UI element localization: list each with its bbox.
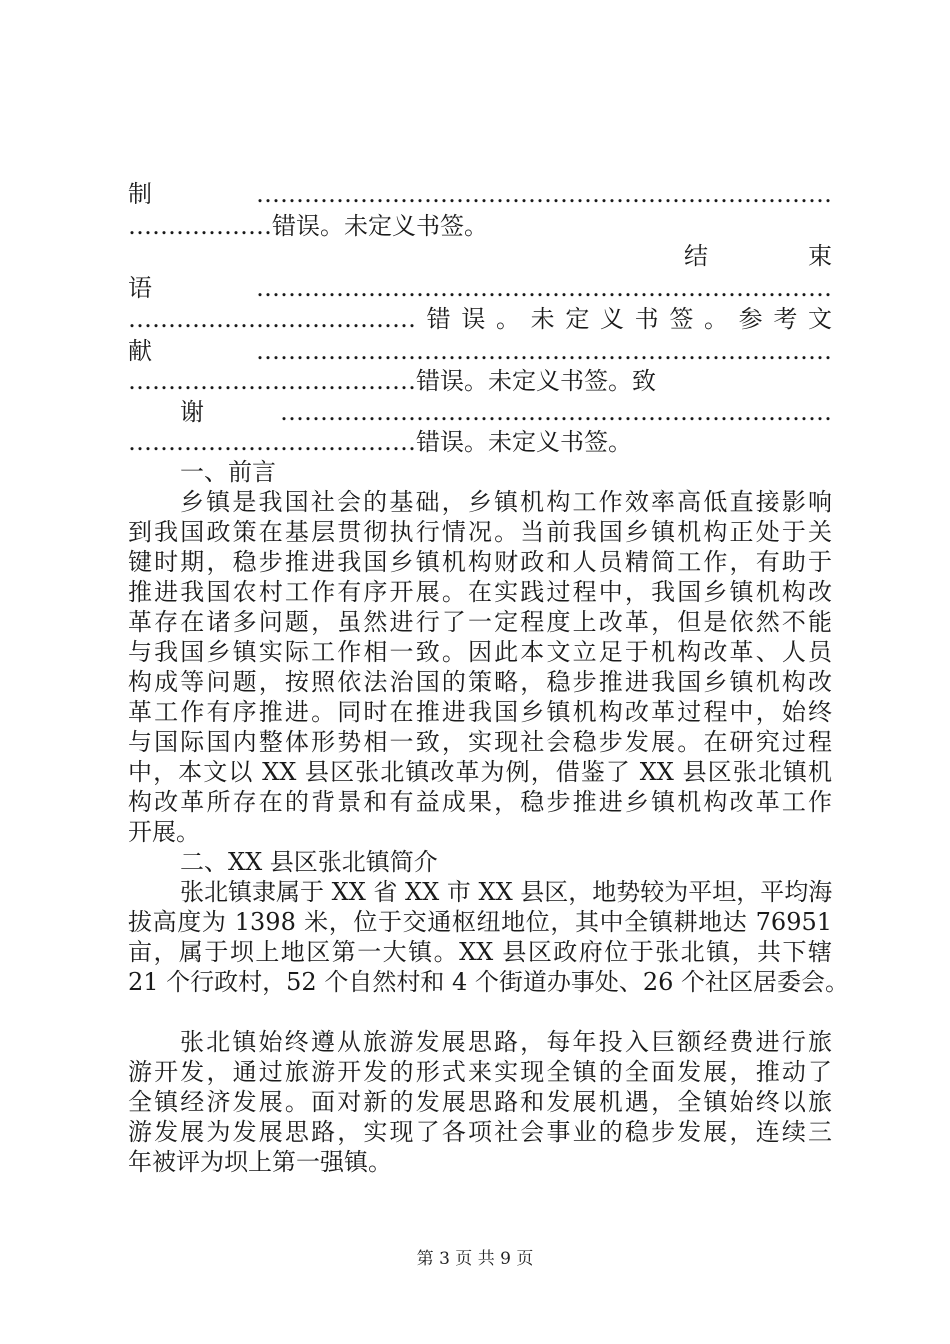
paragraph-line: 年被评为坝上第一强镇。	[128, 1148, 392, 1176]
paragraph-line: 游开发，通过旅游开发的形式来实现全镇的全面发展，推动了	[128, 1058, 832, 1086]
paragraph-line: 键时期，稳步推进我国乡镇机构财政和人员精简工作，有助于	[128, 548, 832, 576]
toc-line: ………………………………错误。未定义书签。	[128, 428, 632, 456]
toc-line: 结 束	[684, 242, 832, 270]
paragraph-line: 与我国乡镇实际工作相一致。因此本文立足于机构改革、人员	[128, 638, 832, 666]
paragraph-line: 亩，属于坝上地区第一大镇。XX 县区政府位于张北镇，共下辖	[128, 938, 832, 966]
paragraph-line: 21 个行政村，52 个自然村和 4 个街道办事处、26 个社区居委会。	[128, 968, 850, 996]
toc-line: 谢……………………………………………………………	[180, 398, 832, 426]
paragraph-line: 与国际国内整体形势相一致，实现社会稳步发展。在研究过程	[128, 728, 832, 756]
paragraph-line: 全镇经济发展。面对新的发展思路和发展机遇，全镇始终以旅	[128, 1088, 832, 1116]
paragraph-line: 张北镇隶属于 XX 省 XX 市 XX 县区，地势较为平坦，平均海	[180, 878, 832, 906]
paragraph-line: 中，本文以 XX 县区张北镇改革为例，借鉴了 XX 县区张北镇机	[128, 758, 832, 786]
paragraph-line: 开展。	[128, 818, 200, 846]
toc-line: ………………错误。未定义书签。	[128, 212, 488, 240]
paragraph-line: 拔高度为 1398 米，位于交通枢纽地位，其中全镇耕地达 76951	[128, 908, 832, 936]
paragraph-line: 乡镇是我国社会的基础，乡镇机构工作效率高低直接影响	[180, 488, 832, 516]
paragraph-line: 革工作有序推进。同时在推进我国乡镇机构改革过程中，始终	[128, 698, 832, 726]
paragraph-line: 推进我国农村工作有序开展。在实践过程中，我国乡镇机构改	[128, 578, 832, 606]
paragraph-line: 张北镇始终遵从旅游发展思路，每年投入巨额经费进行旅	[180, 1028, 832, 1056]
paragraph-line: 构成等问题，按照依法治国的策略，稳步推进我国乡镇机构改	[128, 668, 832, 696]
paragraph-line: 到我国政策在基层贯彻执行情况。当前我国乡镇机构正处于关	[128, 518, 832, 546]
paragraph-line: 游发展为发展思路，实现了各项社会事业的稳步发展，连续三	[128, 1118, 832, 1146]
paragraph-line: 革存在诸多问题，虽然进行了一定程度上改革，但是依然不能	[128, 608, 832, 636]
section-heading: 一、前言	[180, 458, 276, 486]
section-heading: 二、XX 县区张北镇简介	[180, 848, 438, 876]
toc-line: 献………………………………………………………………	[128, 337, 832, 365]
paragraph-line: 构改革所存在的背景和有益成果，稳步推进乡镇机构改革工作	[128, 788, 832, 816]
toc-line: ………………………………错误。未定义书签。参考文	[128, 305, 832, 333]
toc-line: 制………………………………………………………………	[128, 180, 832, 208]
page-number-footer: 第 3 页 共 9 页	[416, 1249, 534, 1269]
toc-line: 语………………………………………………………………	[128, 274, 832, 302]
toc-line: ………………………………错误。未定义书签。致	[128, 367, 656, 395]
